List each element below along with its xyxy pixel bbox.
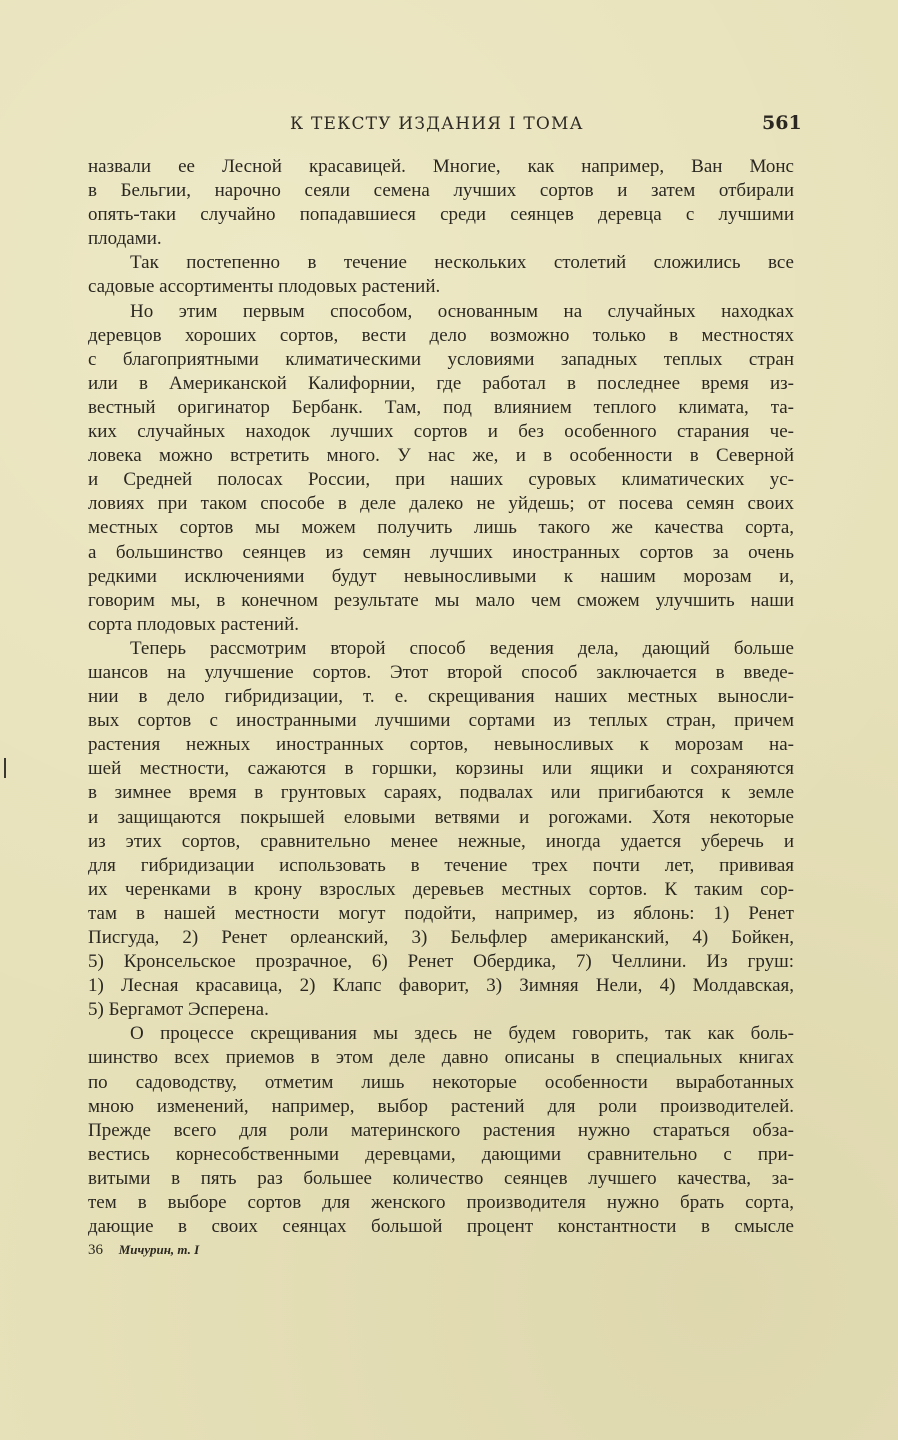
text-line: нии в дело гибридизации, т. е. скрещивания наших местных выносли- <box>88 686 794 708</box>
text-line: назвали ее Лесной красавицей. Многие, как например, Ван Монс <box>88 156 794 177</box>
text-line: 1) Лесная красавица, 2) Клапс фаворит, 3) Зимняя Нели, 4) Молдавская, <box>88 975 794 997</box>
text-line: ловека можно встретить много. У нас же, и в особенности в Северной <box>88 445 794 467</box>
text-line: витыми в пять раз большее количество сеянцев лучшего качества, за- <box>88 1167 794 1189</box>
text-line: ловиях при таком способе в деле далеко не уйдешь; от посева семян своих <box>88 493 794 515</box>
text-line: растения нежных иностранных сортов, невыносливых к морозам на- <box>88 734 794 756</box>
text-line: тем в выборе сортов для женского производителя нужно брать сорта, <box>88 1192 794 1214</box>
running-head: К ТЕКСТУ ИЗДАНИЯ I ТОМА <box>290 114 584 134</box>
text-line: шансов на улучшение сортов. Этот второй способ заключается в введе- <box>88 661 794 683</box>
signature-reference: Мичурин, т. I <box>118 1242 200 1257</box>
text-line: ких случайных находок лучших сортов и без особенного старания че- <box>88 421 794 443</box>
text-line: вестись корнесобственными деревцами, дающими сравнительно с при- <box>88 1143 794 1165</box>
printer-signature <box>88 1242 199 1259</box>
text-line: редкими исключениями будут невыносливыми к нашим морозам и, <box>88 565 794 587</box>
text-line: О процессе скрещивания мы здесь не будем говорить, так как боль- <box>130 1023 794 1045</box>
text-line: их черенками в крону взрослых деревьев местных сортов. К таким сор- <box>88 878 794 900</box>
text-line: для гибридизации использовать в течение трех почти лет, прививая <box>88 854 794 876</box>
text-line: Прежде всего для роли материнского растения нужно стараться обза- <box>88 1119 794 1141</box>
text-line: с благоприятными климатическими условиями западных теплых стран <box>88 348 794 370</box>
text-line: вых сортов с иностранными лучшими сортами из теплых стран, причем <box>88 710 794 732</box>
text-line: мною изменений, например, выбор растений для роли производителей. <box>88 1095 794 1117</box>
text-line: говорим мы, в конечном результате мы мало чем сможем улучшить наши <box>88 589 794 611</box>
text-line: плодами. <box>88 228 162 250</box>
text-line: Так постепенно в течение нескольких столетий сложились все <box>130 252 794 274</box>
text-line: местных сортов мы можем получить лишь такого же качества сорта, <box>88 517 794 539</box>
text-line: в зимнее время в грунтовых сараях, подвалах или пригибаются к земле <box>88 782 794 804</box>
text-line: Писгуда, 2) Ренет орлеанский, 3) Бельфлер американский, 4) Бойкен, <box>88 927 794 948</box>
text-line: Теперь рассмотрим второй способ ведения дела, дающий больше <box>130 637 794 659</box>
text-line: шей местности, сажаются в горшки, корзины или ящики и сохраняются <box>88 758 794 780</box>
text-line: из этих сортов, сравнительно менее нежные, иногда удается уберечь и <box>88 830 794 852</box>
text-line: или в Американской Калифорнии, где работал в последнее время из- <box>88 372 794 394</box>
text-line: в Бельгии, нарочно сеяли семена лучших сортов и затем отбирали <box>88 180 794 202</box>
text-line: 5) Кронсельское прозрачное, 6) Ренет Обердика, 7) Челлини. Из груш: <box>88 951 794 973</box>
text-line: по садоводству, отметим лишь некоторые особенности выработанных <box>88 1071 794 1093</box>
text-line: Но этим первым способом, основанным на случайных находках <box>130 300 794 322</box>
text-line: там в нашей местности могут подойти, например, из яблонь: 1) Ренет <box>88 902 794 924</box>
text-line: сорта плодовых растений. <box>88 613 300 635</box>
text-line: шинство всех приемов в этом деле давно описаны в специальных книгах <box>88 1047 794 1069</box>
text-line: и защищаются покрышей еловыми ветвями и рогожами. Хотя некоторые <box>88 806 794 828</box>
text-line: деревцов хороших сортов, вести дело возможно только в местностях <box>88 324 794 346</box>
page-number: 561 <box>762 112 802 134</box>
body-text <box>88 155 794 1239</box>
text-line: и Средней полосах России, при наших суровых климатических ус- <box>88 469 794 491</box>
text-line: опять-таки случайно попадавшиеся среди сеянцев деревца с лучшими <box>88 204 794 226</box>
margin-mark <box>4 758 6 778</box>
text-line: дающие в своих сеянцах большой процент константности в смысле <box>88 1216 794 1238</box>
text-line: садовые ассортименты плодовых растений. <box>88 276 441 298</box>
text-line: а большинство сеянцев из семян лучших иностранных сортов за очень <box>88 541 794 563</box>
text-line: вестный оригинатор Бербанк. Там, под влиянием теплого климата, та- <box>88 396 794 418</box>
signature-number: 36 <box>88 1242 103 1258</box>
text-line: 5) Бергамот Эсперена. <box>88 999 269 1021</box>
